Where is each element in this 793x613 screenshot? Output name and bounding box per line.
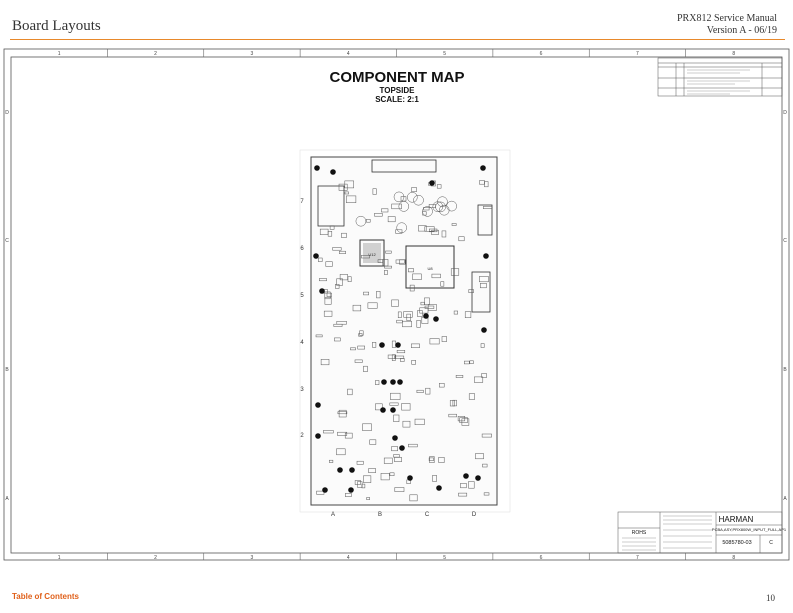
board-col-label: B (377, 512, 383, 518)
page-number: 10 (766, 593, 775, 603)
frame-col-label: 6 (539, 51, 543, 57)
drawing-title: COMPONENT MAP (329, 69, 465, 86)
section-title: Board Layouts (12, 18, 101, 34)
frame-col-label: 4 (346, 555, 350, 561)
board-row-label: 7 (300, 199, 304, 205)
frame-col-label: 7 (636, 51, 639, 57)
frame-row-label: B (5, 367, 9, 373)
mounting-hole (319, 288, 325, 294)
mounting-hole (407, 475, 413, 481)
mounting-hole (330, 169, 336, 175)
mounting-hole (349, 467, 355, 473)
ic-u12-label: U12 (368, 252, 376, 257)
mounting-hole (315, 433, 321, 439)
frame-col-label: 6 (539, 555, 543, 561)
revision-table (658, 58, 782, 96)
frame-col-label: 3 (250, 555, 254, 561)
frame-row-label: D (783, 110, 787, 116)
title-block-doc-number: 5085780-03 (722, 540, 752, 546)
drawing-scale: SCALE: 2:1 (375, 95, 419, 104)
frame-col-label: 8 (732, 555, 736, 561)
header-rule (10, 39, 785, 40)
mounting-hole (395, 342, 401, 348)
mounting-hole (390, 379, 396, 385)
mounting-hole (392, 435, 398, 441)
frame-row-label: C (5, 238, 9, 244)
mounting-hole (423, 313, 429, 319)
mounting-hole (399, 445, 405, 451)
frame-row-label: A (5, 496, 9, 502)
frame-col-label: 2 (154, 51, 157, 57)
frame-col-label: 8 (732, 51, 736, 57)
frame-row-label: B (783, 367, 787, 373)
title-block-rev: C (769, 540, 773, 546)
board-row-label: 4 (300, 340, 304, 346)
title-block-rohs: ROHS (631, 530, 647, 536)
title-block-company: HARMAN (718, 515, 754, 524)
pcb-outline (311, 157, 497, 505)
frame-col-label: 1 (57, 555, 61, 561)
mounting-hole (379, 342, 385, 348)
frame-col-label: 3 (250, 51, 254, 57)
mounting-hole (314, 165, 320, 171)
ic-u8-label: U8 (427, 266, 433, 271)
board-row-label: 5 (300, 293, 304, 299)
mounting-hole (315, 402, 321, 408)
mounting-hole (397, 379, 403, 385)
mounting-hole (348, 487, 354, 493)
mounting-hole (390, 407, 396, 413)
board-col-label: D (471, 512, 477, 518)
table-of-contents-link[interactable]: Table of Contents (12, 592, 79, 601)
board-col-label: C (424, 512, 430, 518)
frame-col-label: 5 (443, 51, 447, 57)
mounting-hole (433, 316, 439, 322)
mounting-hole (436, 485, 442, 491)
drawing-subtitle: TOPSIDE (379, 86, 415, 95)
mounting-hole (313, 253, 319, 259)
board-row-label: 3 (300, 387, 304, 393)
frame-col-label: 2 (154, 555, 157, 561)
board-row-label: 2 (300, 433, 304, 439)
drawing-sheet (0, 44, 793, 574)
title-block-doc-title: PCBA,ASY,PRX800W_INPUT_FULL,AP1 (711, 527, 787, 532)
mounting-hole (381, 379, 387, 385)
mounting-hole (380, 407, 386, 413)
frame-col-label: 1 (57, 51, 61, 57)
mounting-hole (481, 327, 487, 333)
component-map-drawing (0, 44, 793, 574)
frame-col-label: 4 (346, 51, 350, 57)
frame-col-label: 7 (636, 555, 639, 561)
mounting-hole (480, 165, 486, 171)
frame-col-label: 5 (443, 555, 447, 561)
mounting-hole (429, 180, 435, 186)
mounting-hole (337, 467, 343, 473)
frame-row-label: C (783, 238, 787, 244)
mounting-hole (475, 475, 481, 481)
page-header (0, 0, 793, 40)
manual-title: PRX812 Service Manual (677, 13, 777, 24)
version-label: Version A - 06/19 (706, 25, 777, 36)
mounting-hole (322, 487, 328, 493)
board-col-label: A (330, 512, 336, 518)
frame-row-label: A (783, 496, 787, 502)
mounting-hole (463, 473, 469, 479)
board-row-label: 6 (300, 246, 304, 252)
frame-row-label: D (5, 110, 9, 116)
mounting-hole (483, 253, 489, 259)
